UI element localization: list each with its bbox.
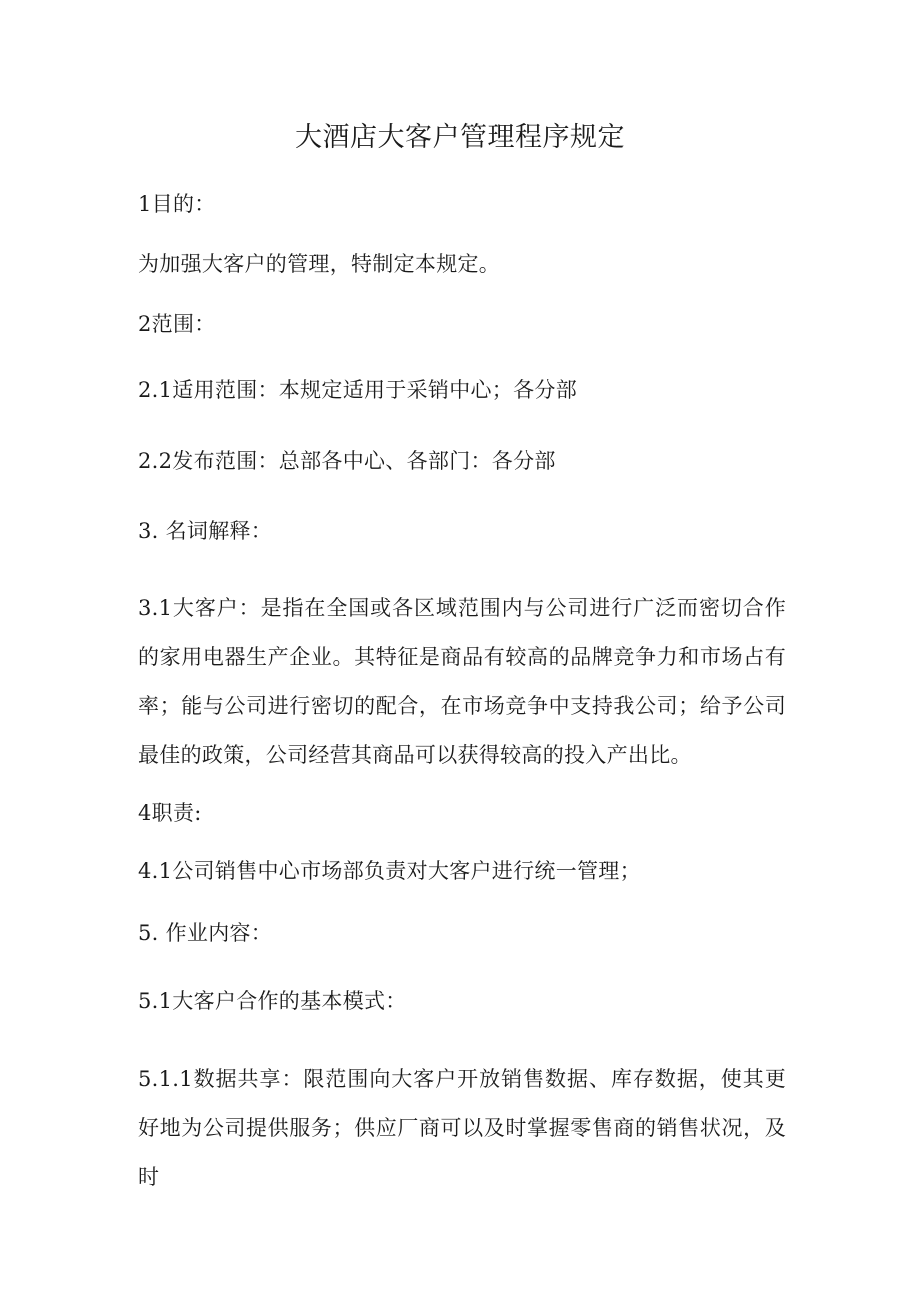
responsibility-text: 4.1公司销售中心市场部负责对大客户进行统一管理； (138, 859, 641, 883)
section-4-heading: 4职责: (138, 801, 202, 825)
section-1-heading: 1目的： (138, 192, 216, 216)
section-3-heading: 3. 名词解释： (138, 519, 273, 543)
scope-applicable-text: 2.1适用范围：本规定适用于采销中心；各分部 (138, 378, 577, 402)
section-5-heading: 5. 作业内容： (138, 921, 273, 945)
section-2-heading: 2范围： (138, 312, 216, 336)
definition-major-client-text: 3.1大客户：是指在全国或各区域范围内与公司进行广泛而密切合作的家用电器生产企业。其特征是商品有较高的品牌竞争力和市场占有率；能与公司进行密切的配合，在市场竞争中支持我公司；给予公司最佳的政策，公司经营其商品可以获得较高的投入产出比。 (138, 596, 786, 767)
document-title: 大酒店大客户管理程序规定 (295, 122, 625, 153)
cooperation-mode-heading: 5.1大客户合作的基本模式： (138, 989, 407, 1013)
data-sharing-text: 5.1.1数据共享：限范围向大客户开放销售数据、库存数据，使其更好地为公司提供服务；供应厂商可以及时掌握零售商的销售状况，及时 (138, 1067, 786, 1189)
scope-publish-text: 2.2发布范围：总部各中心、各部门：各分部 (138, 449, 556, 473)
purpose-text: 为加强大客户的管理，特制定本规定。 (138, 252, 501, 276)
